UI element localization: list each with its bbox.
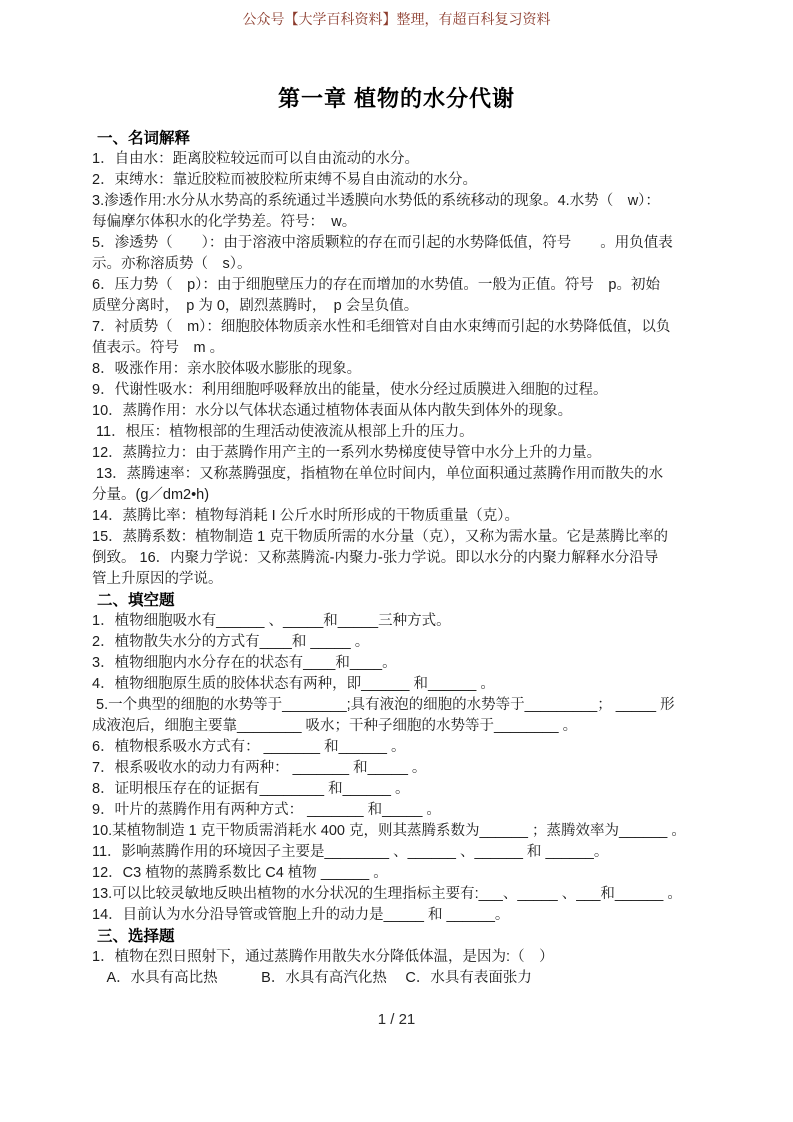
- text-line: 15．蒸腾系数：植物制造 1 克干物质所需的水分量（克），又称为需水量。它是蒸腾比率的: [92, 529, 668, 545]
- text-line: 10．蒸腾作用：水分以气体状态通过植物体表面从体内散失到体外的现象。: [92, 403, 573, 419]
- section-multiple-choice: [92, 926, 723, 989]
- text-line: 质壁分离时， p 为 0，剧烈蒸腾时， p 会呈负值。: [92, 298, 419, 314]
- text-line: 4．植物细胞原生质的胶体状态有两种，即______ 和______ 。: [92, 676, 495, 692]
- text-line: 3．植物细胞内水分存在的状态有____和____。: [92, 655, 397, 671]
- document-body: [92, 128, 723, 989]
- text-line: 12．蒸腾拉力：由于蒸腾作用产主的一系列水势梯度使导管中水分上升的力量。: [92, 445, 602, 461]
- text-line: 示。亦称溶质势（ s）。: [92, 256, 252, 272]
- text-line: 12．C3 植物的蒸腾系数比 C4 植物 ______ 。: [92, 865, 388, 881]
- text-line: 2．植物散失水分的方式有____和 _____ 。: [92, 634, 370, 650]
- section-terms: [92, 128, 723, 590]
- section-heading: 一、名词解释: [97, 130, 191, 147]
- choice-options-line: A．水具有高比热 B．水具有高汽化热 C．水具有表面张力: [92, 970, 532, 986]
- text-line: 1．植物细胞吸水有______ 、_____和_____三种方式。: [92, 613, 451, 629]
- text-line: 2．束缚水：靠近胶粒而被胶粒所束缚不易自由流动的水分。: [92, 172, 478, 188]
- text-line: 1．植物在烈日照射下，通过蒸腾作用散失水分降低体温，是因为:（ ）: [92, 949, 554, 965]
- section-fill-blanks: [92, 590, 723, 926]
- text-line: 倒致。 16．内聚力学说：又称蒸腾流-内聚力-张力学说。即以水分的内聚力解释水分沿导: [92, 550, 659, 566]
- text-line: 5.一个典型的细胞的水势等于________;具有液泡的细胞的水势等于_________； _____ 形: [92, 697, 675, 713]
- page-title: 第一章 植物的水分代谢: [277, 86, 516, 111]
- section-heading: 三、选择题: [97, 928, 175, 945]
- text-line: 8．证明根压存在的证据有________ 和______ 。: [92, 781, 410, 797]
- watermark-header: 公众号【大学百科资料】整理，有超百科复习资料: [242, 11, 551, 27]
- text-line: 6．植物根系吸水方式有： _______ 和______ 。: [92, 739, 406, 755]
- text-line: 成液泡后，细胞主要靠________ 吸水；干种子细胞的水势等于________ 。: [92, 718, 578, 734]
- text-line: 9．叶片的蒸腾作用有两种方式： _______ 和_____ 。: [92, 802, 441, 818]
- text-line: 13．蒸腾速率：又称蒸腾强度，指植物在单位时间内，单位面积通过蒸腾作用而散失的水: [92, 466, 664, 482]
- text-line: 8．吸涨作用：亲水胶体吸水膨胀的现象。: [92, 361, 362, 377]
- text-line: 6．压力势（ p）：由于细胞壁压力的存在而增加的水势值。一般为正值。符号 p。初始: [92, 277, 660, 293]
- text-line: 11．影响蒸腾作用的环境因子主要是________ 、______ 、______ 和 ______。: [92, 844, 609, 860]
- text-line: 14．目前认为水分沿导管或管胞上升的动力是_____ 和 ______。: [92, 907, 510, 923]
- text-line: 13.可以比较灵敏地反映出植物的水分状况的生理指标主要有:___、_____ 、___和______ 。: [92, 886, 682, 902]
- text-line: 7．根系吸收水的动力有两种： _______ 和_____ 。: [92, 760, 427, 776]
- section-heading: 二、填空题: [97, 592, 175, 609]
- text-line: 14．蒸腾比率：植物每消耗 I 公斤水时所形成的干物质重量（克）。: [92, 508, 519, 524]
- text-line: 分量。(g／dm2•h): [92, 487, 210, 503]
- text-line: 10.某植物制造 1 克干物质需消耗水 400 克，则其蒸腾系数为______ ；蒸腾效率为______ 。: [92, 823, 686, 839]
- text-line: 管上升原因的学说。: [92, 571, 223, 587]
- text-line: 7．衬质势（ m）：细胞胶体物质亲水性和毛细管对自由水束缚而引起的水势降低值，以负: [92, 319, 671, 335]
- text-line: 3.渗透作用:水分从水势高的系统通过半透膜向水势低的系统移动的现象。4.水势（ w）：: [92, 193, 660, 209]
- page-number: 1 / 21: [377, 1011, 416, 1028]
- text-line: 9．代谢性吸水：利用细胞呼吸释放出的能量，使水分经过质膜进入细胞的过程。: [92, 382, 608, 398]
- text-line: 11．根压：植物根部的生理活动使液流从根部上升的压力。: [92, 424, 474, 440]
- text-line: 5．渗透势（ ）：由于溶液中溶质颗粒的存在而引起的水势降低值，符号 。用负值表: [92, 235, 673, 251]
- text-line: 1．自由水：距离胶粒较远而可以自由流动的水分。: [92, 151, 420, 167]
- text-line: 值表示。符号 m 。: [92, 340, 225, 356]
- text-line: 每偏摩尔体积水的化学势差。符号： w。: [92, 214, 357, 230]
